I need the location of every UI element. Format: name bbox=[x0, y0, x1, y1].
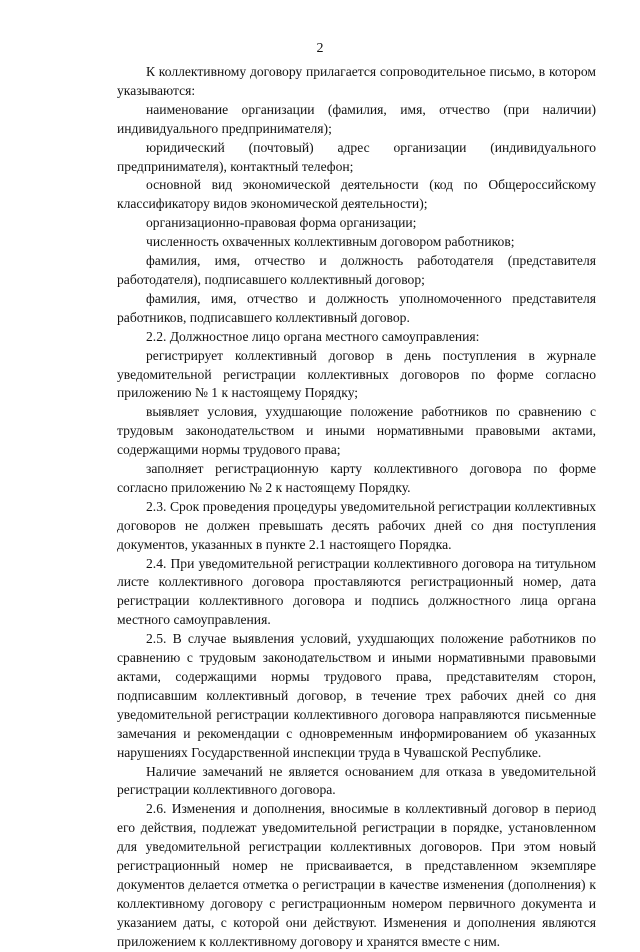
paragraph: выявляет условия, ухудшающие положение работников по сравнению с трудовым законодательством и иными нормативными правовыми актами, содержащими нормы трудового права; bbox=[117, 404, 596, 458]
paragraph: К коллективному договору прилагается сопроводительное письмо, в котором указываются: bbox=[117, 64, 596, 98]
section-2-4: 2.4. При уведомительной регистрации коллективного договора на титульном листе коллективного договора проставляются регистрационный номер, дата регистрации коллективного договора и подпись должностного лица органа местного самоуправления. bbox=[117, 555, 596, 628]
paragraph: заполняет регистрационную карту коллективного договора по форме согласно приложению № 2 к настоящему Порядку. bbox=[117, 461, 596, 495]
paragraph: юридический (почтовый) адрес организации (индивидуального предпринимателя), контактный телефон; bbox=[117, 139, 596, 174]
section-2-3: 2.3. Срок проведения процедуры уведомительной регистрации коллективных договоров не должен превышать десять рабочих дней со дня поступления документов, указанных в пункте 2.1 настоящего Порядка. bbox=[117, 498, 596, 552]
paragraph: организационно-правовая форма организации; bbox=[146, 215, 417, 231]
paragraph: численность охваченных коллективным договором работников; bbox=[146, 234, 515, 250]
section-2-5: 2.5. В случае выявления условий, ухудшающих положение работников по сравнению с трудовым законодательством и иными нормативными правовыми актами, содержащими нормы трудового права, представителям сторон, подписавшим коллективный договор, в течение трех рабочих дней со дня уведомительной регистрации коллективного договора направляются письменные замечания и рекомендации с одновременным информированием об указанных нарушениях Государственной инспекции труда в Чувашской Республике. bbox=[117, 631, 596, 760]
page-number: 2 bbox=[316, 41, 324, 56]
document-body bbox=[117, 63, 596, 952]
paragraph: наименование организации (фамилия, имя, отчество (при наличии) индивидуального предпринимателя); bbox=[117, 101, 596, 136]
paragraph: фамилия, имя, отчество и должность работодателя (представителя работодателя), подписавшего коллективный договор; bbox=[117, 253, 596, 287]
paragraph: Наличие замечаний не является основанием для отказа в уведомительной регистрации коллективного договора. bbox=[117, 763, 596, 798]
paragraph: фамилия, имя, отчество и должность уполномоченного представителя работников, подписавшего коллективный договор. bbox=[117, 290, 596, 325]
paragraph: основной вид экономической деятельности (код по Общероссийскому классификатору видов экономической деятельности); bbox=[117, 177, 596, 212]
paragraph: регистрирует коллективный договор в день поступления в журнале уведомительной регистрации коллективных договоров по форме согласно приложению № 1 к настоящему Порядку; bbox=[117, 347, 596, 401]
section-heading-2-2: 2.2. Должностное лицо органа местного самоуправления: bbox=[146, 328, 480, 344]
section-2-6: 2.6. Изменения и дополнения, вносимые в коллективный договор в период его действия, подлежат уведомительной регистрации в порядке, установленном для уведомительной регистрации коллективных договоров. При этом новый регистрационный номер не присваивается, в представленном экземпляре документов делается отметка о регистрации в качестве изменения (дополнения) к коллективному договору с регистрационным номером первичного документа и указанием даты, с которой они действуют. Изменения и дополнения являются приложением к коллективному договору и хранятся вместе с ним. bbox=[117, 801, 596, 949]
